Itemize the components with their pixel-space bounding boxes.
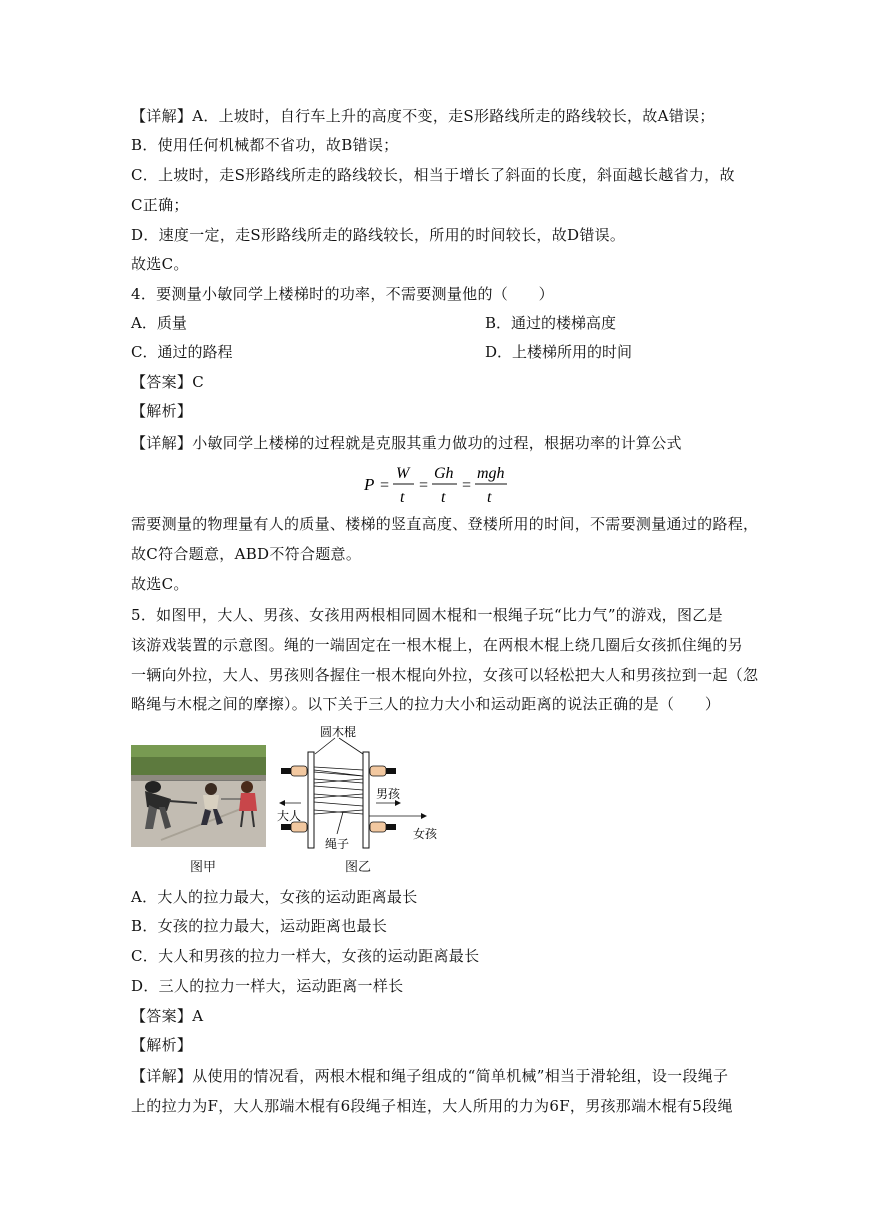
label-boy: 男孩: [376, 787, 401, 801]
option-a: A．大人的拉力最大，女孩的运动距离最长: [131, 888, 418, 906]
formula-eq: =: [379, 477, 390, 494]
option-d: D．上楼梯所用的时间: [485, 343, 633, 361]
option-d: D．三人的拉力一样大，运动距离一样长: [131, 977, 404, 995]
analysis-label: 【解析】: [131, 1036, 193, 1054]
text-line: B．使用任何机械都不省功，故B错误；: [131, 136, 399, 154]
game-photo: [131, 745, 266, 847]
question-5: 5．如图甲，大人、男孩、女孩用两根相同圆木棍和一根绳子玩“比力气”的游戏，图乙是: [131, 606, 723, 624]
text-line: 【详解】从使用的情况看，两根木棍和绳子组成的“简单机械”相当于滑轮组，设一段绳子: [131, 1067, 729, 1085]
formula-eq: =: [461, 477, 472, 494]
formula-num: Gh: [434, 465, 454, 482]
option-b: B．通过的楼梯高度: [485, 314, 617, 332]
formula-num: W: [396, 465, 410, 482]
option-c: C．通过的路程: [131, 343, 233, 361]
formula-den: t: [400, 489, 405, 506]
text-line: 故选C。: [131, 575, 189, 593]
answer-label: 【答案】A: [131, 1007, 204, 1025]
formula-lhs: P: [364, 475, 375, 494]
text-line: C．上坡时，走S形路线所走的路线较长，相当于增长了斜面的长度，斜面越长越省力，故: [131, 166, 735, 184]
option-c: C．大人和男孩的拉力一样大，女孩的运动距离最长: [131, 947, 480, 965]
formula-eq: =: [418, 477, 429, 494]
text-line: 该游戏装置的示意图。绳的一端固定在一根木棍上，在两根木棍上绕几圈后女孩抓住绳的另: [131, 636, 744, 654]
text-line: D．速度一定，走S形路线所走的路线较长，所用的时间较长，故D错误。: [131, 226, 626, 244]
photo-caption: 图甲: [190, 860, 217, 875]
text-line: 【详解】A．上坡时，自行车上升的高度不变，走S形路线所走的路线较长，故A错误；: [131, 107, 715, 125]
text-line: 略绳与木棍之间的摩擦）。以下关于三人的拉力大小和运动距离的说法正确的是（ ）: [131, 695, 721, 713]
option-a: A．质量: [131, 314, 187, 332]
formula-num: mgh: [477, 465, 505, 482]
formula-den: t: [487, 489, 492, 506]
option-b: B．女孩的拉力最大，运动距离也最长: [131, 917, 388, 935]
text-line: 一辆向外拉，大人、男孩则各握住一根木棍向外拉，女孩可以轻松把大人和男孩拉到一起（忽: [131, 666, 759, 684]
label-rope: 绳子: [325, 837, 350, 850]
question-4: 4．要测量小敏同学上楼梯时的功率，不需要测量他的（ ）: [131, 285, 554, 303]
answer-label: 【答案】C: [131, 373, 204, 391]
text-line: 【详解】小敏同学上楼梯的过程就是克服其重力做功的过程，根据功率的计算公式: [131, 434, 682, 452]
power-formula: [362, 462, 522, 508]
text-line: 故C符合题意，ABD不符合题意。: [131, 545, 362, 563]
text-line: 上的拉力为F，大人那端木棍有6段绳子相连，大人所用的力为6F，男孩那端木棍有5段绳: [131, 1097, 733, 1115]
text-line: 故选C。: [131, 255, 189, 273]
analysis-label: 【解析】: [131, 402, 193, 420]
rope-diagram: [273, 722, 448, 850]
text-line: 需要测量的物理量有人的质量、楼梯的竖直高度、登楼所用的时间，不需要测量通过的路程，: [131, 515, 759, 533]
diagram-caption: 图乙: [345, 860, 372, 875]
label-stick: 圆木棍: [320, 725, 357, 739]
formula-den: t: [441, 489, 446, 506]
label-adult: 大人: [277, 809, 302, 823]
label-girl: 女孩: [413, 827, 438, 841]
text-line: C正确；: [131, 196, 189, 214]
